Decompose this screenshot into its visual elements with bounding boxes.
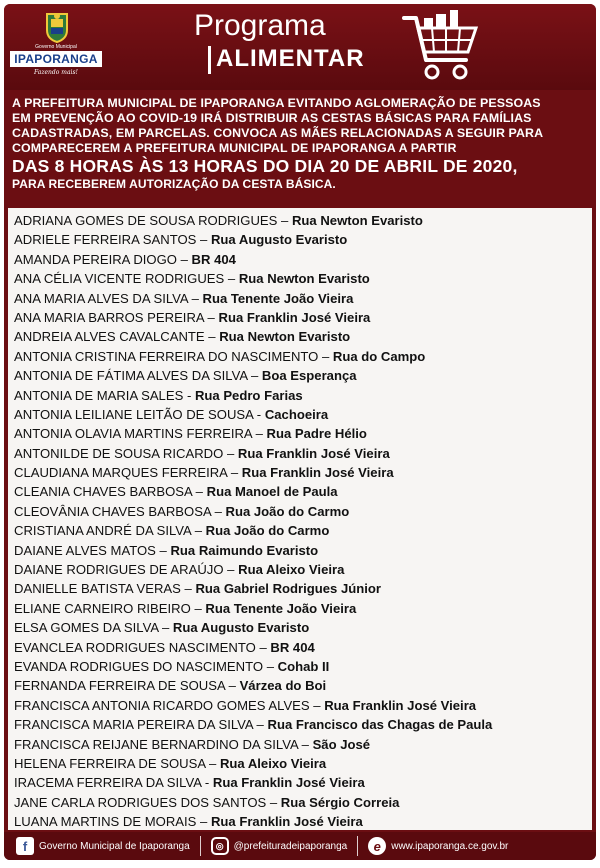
- beneficiary-address: Várzea do Boi: [239, 678, 327, 694]
- beneficiary-name: ADRIELE FERREIRA SANTOS: [14, 232, 197, 248]
- beneficiary-name: HELENA FERREIRA DE SOUSA: [14, 755, 206, 771]
- beneficiary-name: DANIELLE BATISTA VERAS: [14, 581, 181, 597]
- separator: –: [176, 251, 192, 267]
- poster: [4, 4, 596, 860]
- beneficiary-name: FRANCISCA ANTONIA RICARDO GOMES ALVES: [14, 697, 310, 713]
- beneficiary-address: Rua Pedro Farias: [194, 387, 303, 403]
- logo-subtitle: Governo Municipal: [35, 44, 77, 50]
- beneficiary-name: DAIANE RODRIGUES DE ARAÚJO: [14, 562, 224, 578]
- list-item: [14, 366, 592, 385]
- list-item: [14, 424, 592, 443]
- separator: –: [318, 348, 333, 364]
- announcement-line: A PREFEITURA MUNICIPAL DE IPAPORANGA EVITANDO AGLOMERAÇÃO DE PESSOAS: [12, 96, 541, 110]
- list-item: [14, 657, 592, 676]
- beneficiary-name: IRACEMA FERREIRA DA SILVA: [14, 775, 202, 791]
- beneficiary-name: ANTONIA DE MARIA SALES: [14, 387, 184, 403]
- beneficiary-address: Rua João do Carmo: [205, 523, 330, 539]
- beneficiary-address: Rua Tenente João Vieira: [205, 600, 357, 616]
- list-item: [14, 211, 592, 230]
- instagram-icon: ◎: [211, 837, 229, 855]
- announcement-line: CADASTRADAS, EM PARCELAS. CONVOCA AS MÃES RELACIONADAS A SEGUIR PARA: [12, 126, 544, 140]
- beneficiary-name: CLEOVÂNIA CHAVES BARBOSA: [14, 503, 211, 519]
- beneficiary-name: AMANDA PEREIRA DIOGO: [14, 251, 177, 267]
- separator: –: [210, 503, 226, 519]
- list-item: [14, 793, 592, 812]
- beneficiary-name: CLAUDIANA MARQUES FERREIRA: [14, 465, 228, 481]
- list-item: [14, 463, 592, 482]
- instagram-label: @prefeituradeipaporanga: [233, 840, 348, 852]
- beneficiary-name: LUANA MARTINS DE MORAIS: [14, 814, 197, 830]
- list-item: [14, 638, 592, 657]
- list-item: [14, 230, 592, 249]
- list-item: [14, 618, 592, 637]
- separator: –: [196, 232, 211, 248]
- separator: –: [223, 562, 239, 578]
- announcement-line: EM PREVENÇÃO AO COVID-19 IRÁ DISTRIBUIR AS CESTAS BÁSICAS PARA FAMÍLIAS: [12, 111, 532, 125]
- footer-divider: [200, 836, 201, 856]
- separator: –: [203, 309, 219, 325]
- website-link[interactable]: [368, 837, 508, 855]
- beneficiary-address: Rua Francisco das Chagas de Paula: [267, 717, 493, 733]
- list-item: [14, 754, 592, 773]
- beneficiary-address: Rua do Campo: [332, 348, 426, 364]
- facebook-label: Governo Municipal de Ipaporanga: [39, 840, 190, 852]
- separator: –: [196, 814, 211, 830]
- beneficiary-name: ANDREIA ALVES CAVALCANTE: [14, 329, 205, 345]
- beneficiary-address: Rua Padre Hélio: [266, 426, 367, 442]
- beneficiary-name: ANA MARIA ALVES DA SILVA: [14, 290, 188, 306]
- beneficiary-name: ADRIANA GOMES DE SOUSA RODRIGUES: [14, 213, 278, 228]
- beneficiary-name: ELIANE CARNEIRO RIBEIRO: [14, 600, 191, 616]
- beneficiary-address: Cohab II: [277, 658, 330, 674]
- list-item: [14, 405, 592, 424]
- list-item: [14, 521, 592, 540]
- shopping-cart-icon: [402, 10, 480, 86]
- separator: –: [180, 581, 196, 597]
- separator: –: [252, 717, 268, 733]
- separator: –: [309, 697, 325, 713]
- beneficiary-name: ELSA GOMES DA SILVA: [14, 620, 159, 636]
- beneficiary-name: CLEANIA CHAVES BARBOSA: [14, 484, 193, 500]
- facebook-icon: f: [16, 837, 34, 855]
- beneficiary-address: Rua Newton Evaristo: [291, 213, 423, 228]
- beneficiary-name: ANTONIA DE FÁTIMA ALVES DA SILVA: [14, 368, 248, 384]
- logo-slogan: Fazendo mais!: [34, 69, 78, 76]
- beneficiary-address: Rua Gabriel Rodrigues Júnior: [195, 581, 381, 597]
- web-icon: e: [368, 837, 386, 855]
- program-subtitle-text: ALIMENTAR: [216, 45, 365, 72]
- website-label: www.ipaporanga.ce.gov.br: [391, 840, 509, 852]
- list-item: [14, 715, 592, 734]
- program-title: Programa: [194, 9, 326, 42]
- separator: –: [155, 542, 171, 558]
- beneficiary-address: Rua Aleixo Vieira: [238, 562, 345, 578]
- beneficiary-address: Rua Franklin José Vieira: [241, 465, 394, 481]
- separator: –: [277, 213, 292, 228]
- beneficiary-address: Rua Manoel de Paula: [206, 484, 338, 500]
- separator: –: [224, 271, 239, 287]
- program-subtitle: [204, 44, 365, 74]
- list-item: [14, 308, 592, 327]
- separator: –: [192, 484, 207, 500]
- logo-name: IPAPORANGA: [10, 51, 102, 67]
- announcement-date-highlight: DAS 8 HORAS ÀS 13 HORAS DO DIA 20 DE ABRIL DE 2020,: [12, 156, 518, 176]
- beneficiary-address: Rua Newton Evaristo: [219, 329, 351, 345]
- separator: –: [263, 658, 278, 674]
- list-item: [14, 599, 592, 618]
- separator: –: [205, 755, 220, 771]
- separator: -: [183, 387, 195, 403]
- beneficiary-name: EVANDA RODRIGUES DO NASCIMENTO: [14, 658, 264, 674]
- list-item: [14, 579, 592, 598]
- beneficiary-name: ANA CÉLIA VICENTE RODRIGUES: [14, 271, 225, 287]
- separator: -: [201, 775, 213, 791]
- announcement-line: COMPARECEREM A PREFEITURA MUNICIPAL DE IPAPORANGA A PARTIR: [12, 141, 457, 155]
- announcement-footer-line: PARA RECEBEREM AUTORIZAÇÃO DA CESTA BÁSICA.: [12, 177, 336, 191]
- footer-divider: [357, 836, 358, 856]
- facebook-link[interactable]: [16, 837, 190, 855]
- separator: –: [266, 794, 281, 810]
- separator: –: [298, 736, 313, 752]
- list-item: [14, 386, 592, 405]
- beneficiary-address: Boa Esperança: [261, 368, 357, 384]
- separator: –: [204, 329, 220, 345]
- beneficiary-address: Rua Franklin José Vieira: [237, 445, 390, 461]
- footer: [4, 832, 596, 860]
- beneficiary-name: ANTONILDE DE SOUSA RICARDO: [14, 445, 224, 461]
- beneficiary-address: Rua Augusto Evaristo: [172, 620, 310, 636]
- list-item: [14, 502, 592, 521]
- separator: –: [187, 290, 203, 306]
- separator: –: [247, 368, 262, 384]
- separator: –: [191, 523, 206, 539]
- beneficiary-name: CRISTIANA ANDRÉ DA SILVA: [14, 523, 192, 539]
- list-item: [14, 444, 592, 463]
- beneficiary-address: São José: [312, 736, 371, 752]
- separator: –: [251, 426, 267, 442]
- list-item: [14, 250, 592, 269]
- beneficiary-address: Cachoeira: [264, 406, 329, 422]
- beneficiary-name: ANTONIA CRISTINA FERREIRA DO NASCIMENTO: [14, 348, 319, 364]
- beneficiary-list-panel: [8, 208, 592, 830]
- list-item: [14, 676, 592, 695]
- separator: –: [158, 620, 173, 636]
- municipal-logo: [10, 10, 102, 84]
- separator: –: [255, 639, 271, 655]
- beneficiary-address: Rua Augusto Evaristo: [210, 232, 348, 248]
- beneficiary-address: Rua Raimundo Evaristo: [170, 542, 319, 558]
- beneficiary-address: Rua Franklin José Vieira: [210, 814, 363, 830]
- beneficiary-name: JANE CARLA RODRIGUES DOS SANTOS: [14, 794, 267, 810]
- city-crest-icon: [40, 10, 74, 44]
- list-item: [14, 541, 592, 560]
- beneficiary-name: FRANCISCA REIJANE BERNARDINO DA SILVA: [14, 736, 299, 752]
- beneficiary-address: Rua Franklin José Vieira: [212, 775, 365, 791]
- list-item: [14, 735, 592, 754]
- list-item: [14, 269, 592, 288]
- beneficiary-address: Rua Newton Evaristo: [238, 271, 370, 287]
- beneficiary-address: Rua Aleixo Vieira: [219, 755, 327, 771]
- beneficiary-address: Rua Franklin José Vieira: [324, 697, 477, 713]
- instagram-link[interactable]: [211, 837, 348, 855]
- announcement: [12, 96, 588, 191]
- separator: –: [190, 600, 206, 616]
- beneficiary-address: BR 404: [270, 639, 315, 655]
- separator: –: [225, 678, 240, 694]
- list-item: [14, 482, 592, 501]
- separator: -: [253, 406, 265, 422]
- beneficiary-name: DAIANE ALVES MATOS: [14, 542, 156, 558]
- beneficiary-name: FRANCISCA MARIA PEREIRA DA SILVA: [14, 717, 253, 733]
- list-item: [14, 327, 592, 346]
- list-item: [14, 696, 592, 715]
- separator: –: [223, 445, 238, 461]
- list-item: [14, 560, 592, 579]
- beneficiary-name: ANTONIA LEILIANE LEITÃO DE SOUSA: [14, 406, 254, 422]
- beneficiary-address: Rua Sérgio Correia: [280, 794, 400, 810]
- list-item: [14, 289, 592, 308]
- beneficiary-address: Rua Franklin José Vieira: [218, 309, 371, 325]
- beneficiary-address: BR 404: [191, 251, 236, 267]
- beneficiary-name: FERNANDA FERREIRA DE SOUSA: [14, 678, 226, 694]
- list-item: [14, 347, 592, 366]
- beneficiary-list: [8, 208, 592, 832]
- separator: –: [227, 465, 242, 481]
- list-item: [14, 812, 592, 831]
- beneficiary-name: ANTONIA OLAVIA MARTINS FERREIRA: [14, 426, 252, 442]
- header: [4, 4, 596, 90]
- beneficiary-name: ANA MARIA BARROS PEREIRA: [14, 309, 204, 325]
- beneficiary-name: EVANCLEA RODRIGUES NASCIMENTO: [14, 639, 256, 655]
- beneficiary-address: Rua João do Carmo: [225, 503, 350, 519]
- list-item: [14, 773, 592, 792]
- beneficiary-address: Rua Tenente João Vieira: [202, 290, 354, 306]
